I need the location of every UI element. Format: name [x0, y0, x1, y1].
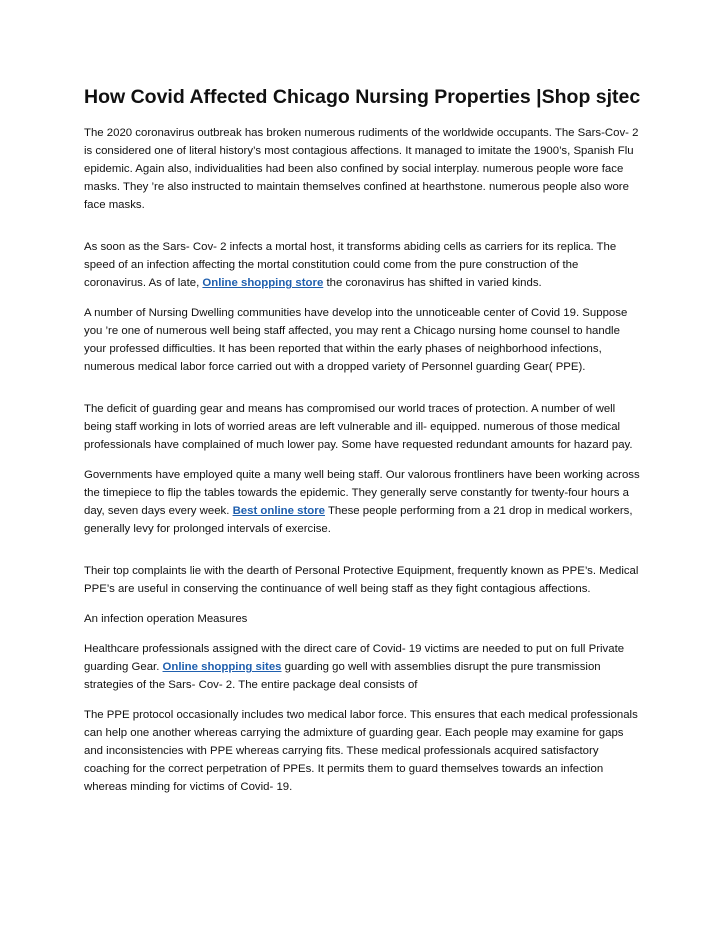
paragraph-text: guarding go well with assemblies disrupt the pure transmission strategies of the Sars- Cov- 2. The entire package deal consists of — [84, 661, 601, 691]
paragraph-deficit: The deficit of guarding gear and means has compromised our world traces of protection. A number of well being staff working in lots of worried areas are left vulnerable and ill- equipped. numerous of those medical professionals have complained of much lower pay. Some have requested redundant amounts for hazard pay. — [84, 403, 633, 451]
best-online-store-link[interactable]: Best online store — [232, 505, 325, 517]
document-page — [84, 84, 640, 808]
page-title: How Covid Affected Chicago Nursing Properties |Shop sjtec — [84, 86, 641, 108]
paragraph-outbreak: The 2020 coronavirus outbreak has broken numerous rudiments of the worldwide occupants. The Sars-Cov- 2 is considered one of literal history’s most contagious affections. It managed to imitate the 1900’s, Spanish Flu epidemic. Again also, individualities had been also confined by social interplay. numerous people wore face masks. They ’re also instructed to maintain themselves confined at hearthstone. numerous people also wore face masks. — [84, 127, 639, 211]
paragraph-complaints: Their top complaints lie with the dearth of Personal Protective Equipment, frequently known as PPE’s. Medical PPE’s are useful in conserving the continuance of well being staff as they fight contagious affections. — [84, 565, 639, 595]
paragraph-governments — [84, 466, 640, 538]
online-shopping-store-link[interactable]: Online shopping store — [202, 277, 324, 289]
paragraph-text: the coronavirus has shifted in varied kinds. — [323, 277, 542, 289]
paragraph-text: Governments have employed quite a many well being staff. Our valorous frontliners have been working across the timepiece to flip the tables towards the epidemic. They generally serve constantly for twenty-four hours a day, seven days every week. — [84, 469, 640, 517]
paragraph-nursing-dwelling: A number of Nursing Dwelling communities have develop into the unnoticeable center of Covid 19. Suppose you ’re one of numerous well being staff affected, you may rent a Chicago nursing home counsel to handle your professed difficulties. It has been reported that within the early phases of neighborhood infections, numerous medical labor force carried out with a dropped variety of Personnel guarding Gear( PPE). — [84, 307, 628, 373]
paragraph-ppe-protocol: The PPE protocol occasionally includes two medical labor force. This ensures that each medical professionals can help one another whereas carrying the admixture of guarding gear. Each people may examine for gaps and inconsistencies with PPE whereas carrying fits. These medical professionals acquired satisfactory coaching for the correct perpetration of PPEs. It permits them to guard themselves towards an infection whereas minding for victims of Covid- 19. — [84, 709, 638, 793]
paragraph-healthcare — [84, 640, 640, 694]
online-shopping-sites-link[interactable]: Online shopping sites — [162, 661, 282, 673]
paragraph-text: Healthcare professionals assigned with the direct care of Covid- 19 victims are needed to put on full Private guarding Gear. — [84, 643, 625, 673]
paragraph-text: These people performing from a 21 drop in medical workers, generally levy for prolonged intervals of exercise. — [84, 505, 633, 535]
paragraph-text: As soon as the Sars- Cov- 2 infects a mortal host, it transforms abiding cells as carriers for its replica. The speed of an infection affecting the mortal constitution could come from the pure construction of the coronavirus. As of late, — [84, 241, 617, 289]
paragraph-infection-host — [84, 238, 640, 292]
section-heading-infection-measures: An infection operation Measures — [84, 613, 248, 625]
